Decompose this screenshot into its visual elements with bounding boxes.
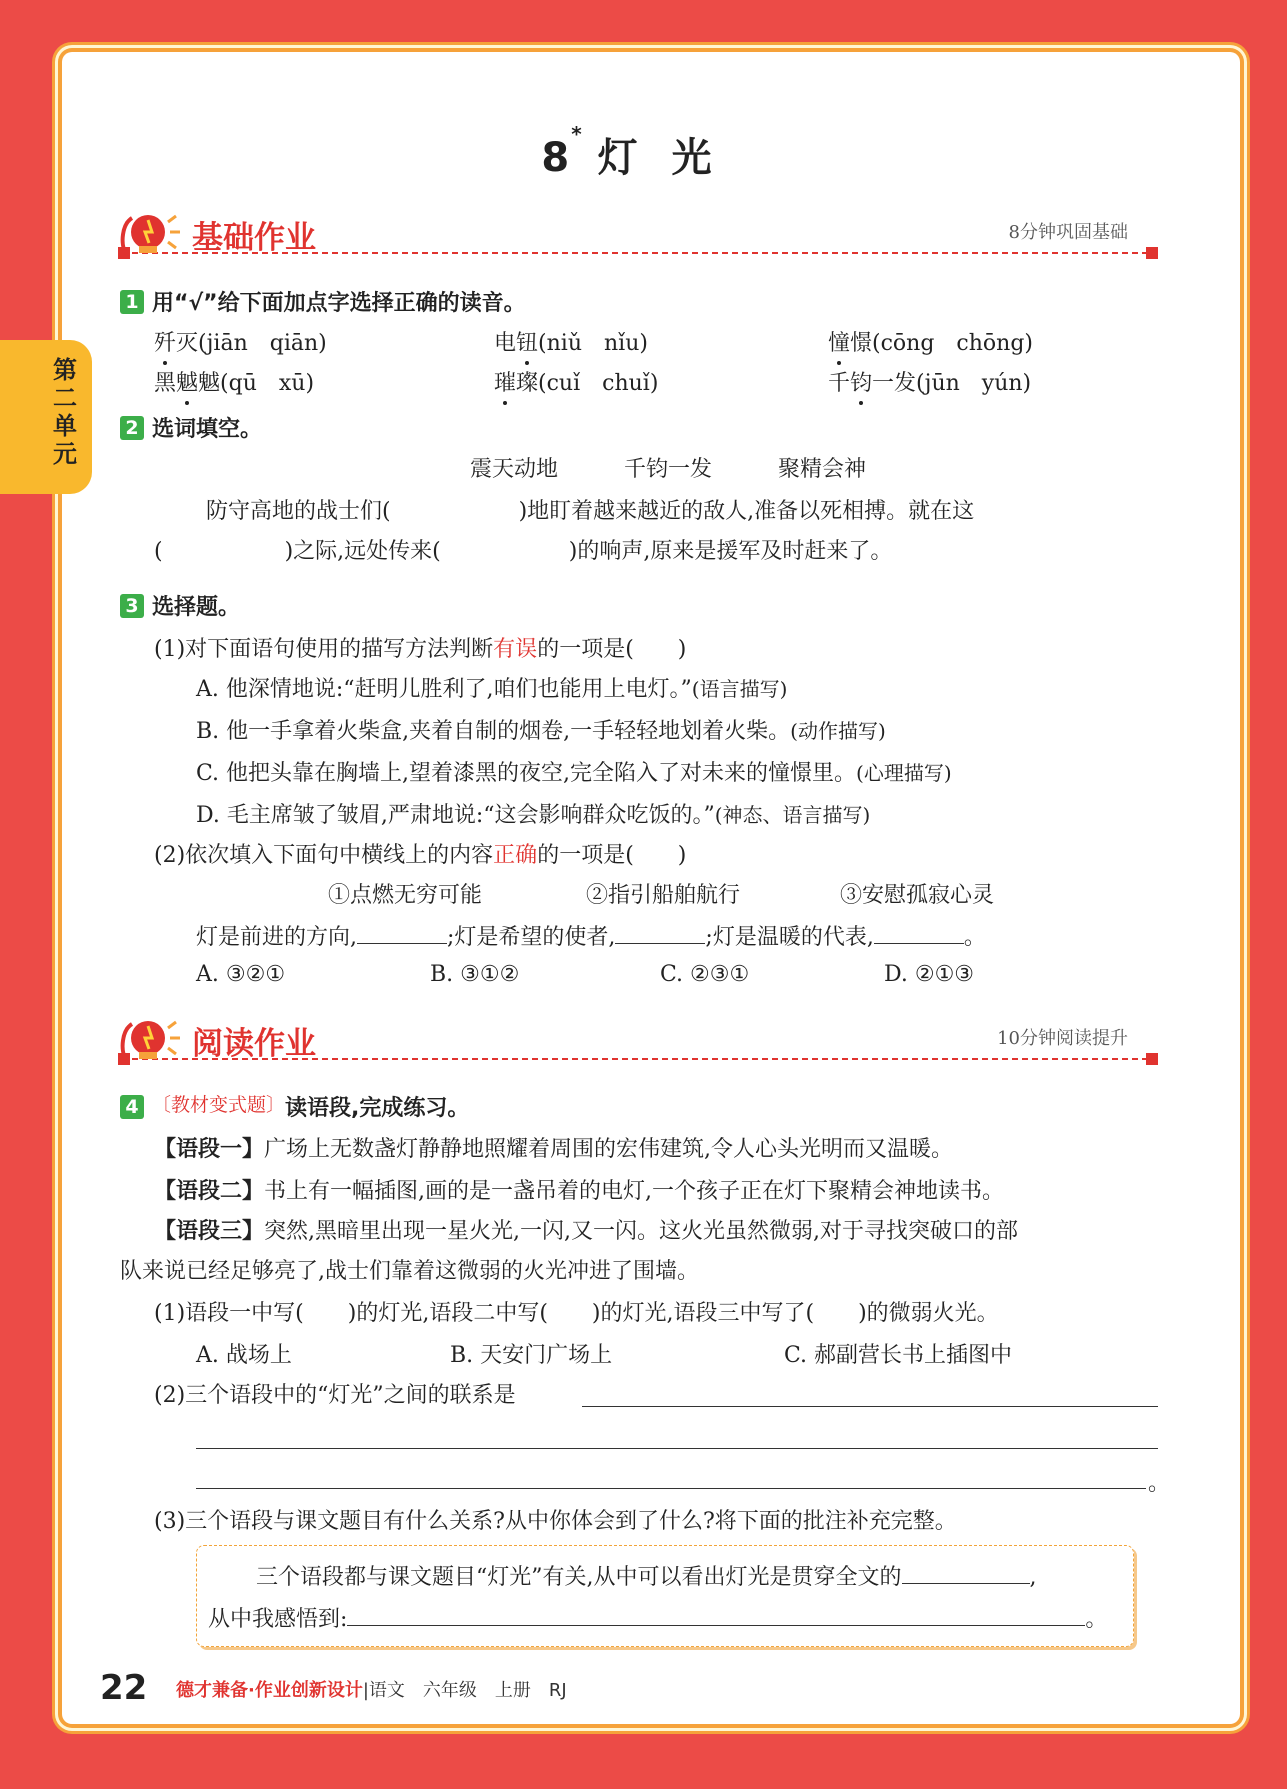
question-number: 3 [120,594,144,618]
section-header-basic [118,210,1158,266]
q2-word-3: 聚精会神 [778,457,867,482]
q2-word-1: 震天动地 [470,457,559,482]
q1-item-4: 黑魆魆(qū xū) [154,366,314,397]
q4-sub-2: (2)三个语段中的“灯光”之间的联系是 [154,1383,516,1408]
page-title [0,122,1287,183]
q4-para-2: 【语段二】书上有一幅插图,画的是一盏吊着的电灯,一个孩子正在灯下聚精会神地读书。 [154,1179,1005,1204]
q1-item-6: 千钧一发(jūn yún) [828,366,1031,397]
section-time: 8分钟巩固基础 [1008,222,1128,243]
q3-choice-a: A. ③②① [196,962,286,987]
q3-choice-b: B. ③①② [430,962,520,987]
note-blank-1[interactable] [902,1563,1030,1584]
q2-sentence-2: ( )之际,远处传来( )的响声,原来是援军及时赶来了。 [154,539,893,564]
q3-item-1: ①点燃无穷可能 [328,883,483,908]
q1-item-2: 电钮(niǔ nǐu) [494,326,648,357]
q1-item-3: 憧憬(cōng chōng) [828,326,1033,357]
title-number: 8 [541,135,572,181]
q2-sentence-1: 防守高地的战士们( )地盯着越来越近的敌人,准备以死相搏。就在这 [206,499,975,524]
section-header-reading [118,1016,1158,1072]
q4-sub1-option-b: B. 天安门广场上 [450,1343,613,1368]
section-title: 基础作业 [192,220,316,256]
question-number: 1 [120,290,144,314]
q3-option-d: D. 毛主席皱了皱眉,严肃地说:“这会影响群众吃饭的。”(神态、语言描写) [196,803,871,828]
q4-sub1-option-a: A. 战场上 [196,1343,292,1368]
section-title: 阅读作业 [192,1026,316,1062]
question-title: 读语段,完成练习。 [285,1096,470,1121]
q3-choice-d: D. ②①③ [884,962,975,987]
note-blank-2[interactable] [347,1605,1085,1626]
question-number: 2 [120,416,144,440]
answer-line-2[interactable] [196,1448,1158,1449]
question-title: 选词填空。 [152,417,263,442]
q3-option-a: A. 他深情地说:“赶明儿胜利了,咱们也能用上电灯。”(语言描写) [196,677,788,702]
q3-item-3: ③安慰孤寂心灵 [840,883,995,908]
q3-sentence: 灯是前进的方向, ;灯是希望的使者, ;灯是温暖的代表, 。 [196,925,986,950]
footer-info: 德才兼备·作业创新设计|语文 六年级 上册 RJ [176,1680,567,1701]
title-mark: * [571,122,584,146]
lamp-icon [118,210,184,266]
q1-item-1: 歼灭(jiān qiān) [154,326,327,357]
q3-option-b: B. 他一手拿着火柴盒,夹着自制的烟卷,一手轻轻地划着火柴。(动作描写) [196,719,886,744]
q1-item-5: 璀璨(cuǐ chuǐ) [494,366,658,397]
title-text: 灯光 [597,135,746,181]
answer-line-1[interactable] [582,1406,1158,1407]
page-number: 22 [100,1668,148,1708]
note-line-2: 从中我感悟到: 。 [208,1607,1108,1632]
answer-line-3[interactable] [196,1488,1146,1489]
unit-tab-label: 第二单元 [53,356,77,468]
unit-tab [0,340,92,494]
q4-para-3: 【语段三】突然,黑暗里出现一星火光,一闪,又一闪。这火光虽然微弱,对于寻找突破口的部 [154,1219,1018,1244]
q3-header [120,590,240,621]
note-line-1: 三个语段都与课文题目“灯光”有关,从中可以看出灯光是贯穿全文的 , [256,1565,1037,1590]
answer-period: 。 [1148,1471,1171,1496]
q3-option-c: C. 他把头靠在胸墙上,望着漆黑的夜空,完全陷入了对未来的憧憬里。(心理描写) [196,761,952,786]
q3-part1: (1)对下面语句使用的描写方法判断有误的一项是( ) [154,637,687,662]
section-time: 10分钟阅读提升 [997,1028,1128,1049]
q4-header [120,1090,469,1122]
lamp-icon [118,1016,184,1072]
question-number: 4 [120,1095,144,1119]
q3-part2: (2)依次填入下面句中横线上的内容正确的一项是( ) [154,843,687,868]
q2-word-2: 千钧一发 [624,457,713,482]
q4-sub-1: (1)语段一中写( )的灯光,语段二中写( )的灯光,语段三中写了( )的微弱火光。 [154,1301,999,1326]
q2-header [120,412,262,443]
q4-para-3-cont: 队来说已经足够亮了,战士们靠着这微弱的火光冲进了围墙。 [120,1259,699,1284]
q4-para-1: 【语段一】广场上无数盏灯静静地照耀着周围的宏伟建筑,令人心头光明而又温暖。 [154,1137,954,1162]
q3-choice-c: C. ②③① [660,962,750,987]
question-title: 选择题。 [152,595,241,620]
question-title: 用“√”给下面加点字选择正确的读音。 [152,291,526,316]
q1-header [120,286,526,317]
q3-item-2: ②指引船舶航行 [586,883,741,908]
question-tag: 〔教材变式题〕 [152,1094,286,1116]
q4-sub1-option-c: C. 郝副营长书上插图中 [784,1343,1013,1368]
q4-sub-3: (3)三个语段与课文题目有什么关系?从中你体会到了什么?将下面的批注补充完整。 [154,1509,957,1534]
